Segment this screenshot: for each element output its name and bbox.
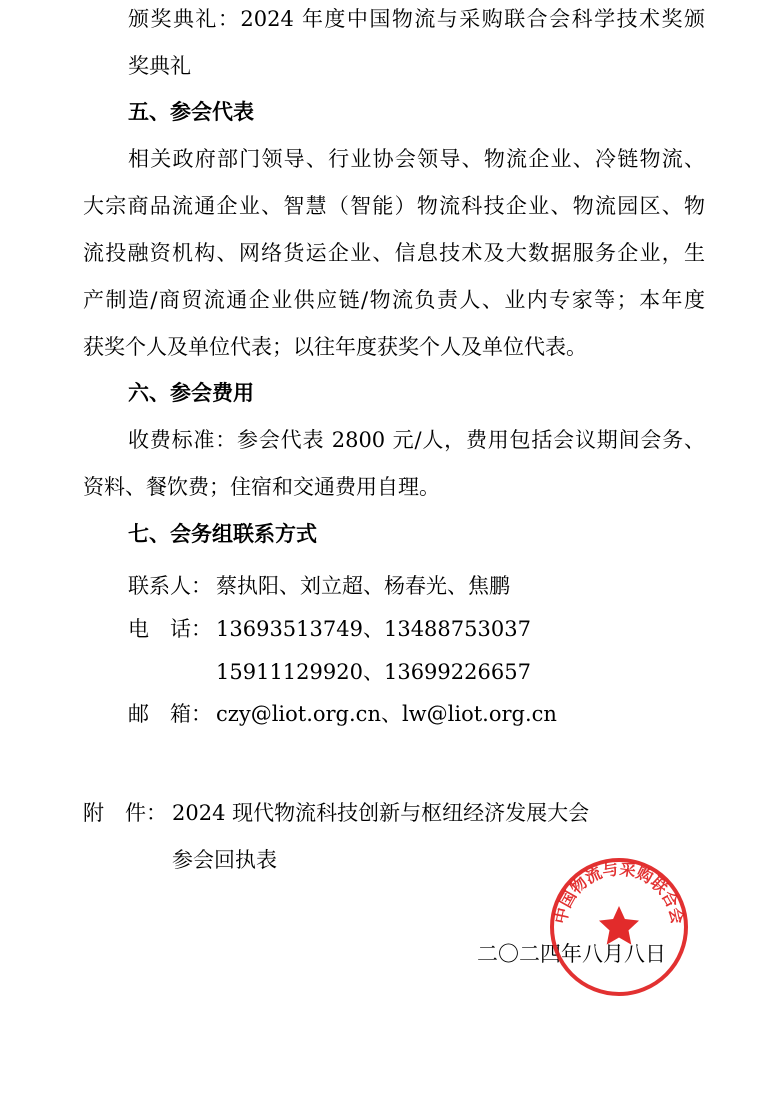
seal-text: 中国物流与采购联合会 [550,859,688,926]
section-6-line-2: 资料、餐饮费；住宿和交通费用自理。 [83,475,440,499]
section-5-line-3: 流投融资机构、网络货运企业、信息技术及大数据服务企业，生 [83,241,705,265]
official-seal-stamp [548,856,690,998]
phone-label: 电 话： [128,617,212,641]
attachment-label: 附 件： [83,801,167,825]
section-5-line-5: 获奖个人及单位代表；以往年度获奖个人及单位代表。 [83,335,587,359]
email-value: czy@liot.org.cn、lw@liot.org.cn [216,702,557,726]
contact-names: 蔡执阳、刘立超、杨春光、焦鹏 [216,574,510,598]
phone-numbers-line-1: 13693513749、13488753037 [216,617,531,641]
section-5-line-2: 大宗商品流通企业、智慧（智能）物流科技企业、物流园区、物 [83,194,705,218]
attachment-line-1: 2024 现代物流科技创新与枢纽经济发展大会 [172,801,590,825]
section-5-heading: 五、参会代表 [128,100,254,124]
ceremony-line-1: 颁奖典礼：2024 年度中国物流与采购联合会科学技术奖颁 [128,7,705,31]
phone-numbers-line-2: 15911129920、13699226657 [216,660,531,684]
section-6-line-1: 收费标准：参会代表 2800 元/人，费用包括会议期间会务、 [128,428,705,452]
section-5-line-1: 相关政府部门领导、行业协会领导、物流企业、冷链物流、 [128,147,705,171]
section-7-heading: 七、会务组联系方式 [128,522,317,546]
document-date: 二〇二四年八月八日 [477,942,666,966]
section-6-heading: 六、参会费用 [128,381,254,405]
attachment-line-2: 参会回执表 [172,848,277,872]
star-icon [599,906,639,945]
contact-label: 联系人： [128,574,212,598]
ceremony-line-2: 奖典礼 [128,54,191,78]
section-5-line-4: 产制造/商贸流通企业供应链/物流负责人、业内专家等；本年度 [83,288,705,312]
email-label: 邮 箱： [128,702,212,726]
